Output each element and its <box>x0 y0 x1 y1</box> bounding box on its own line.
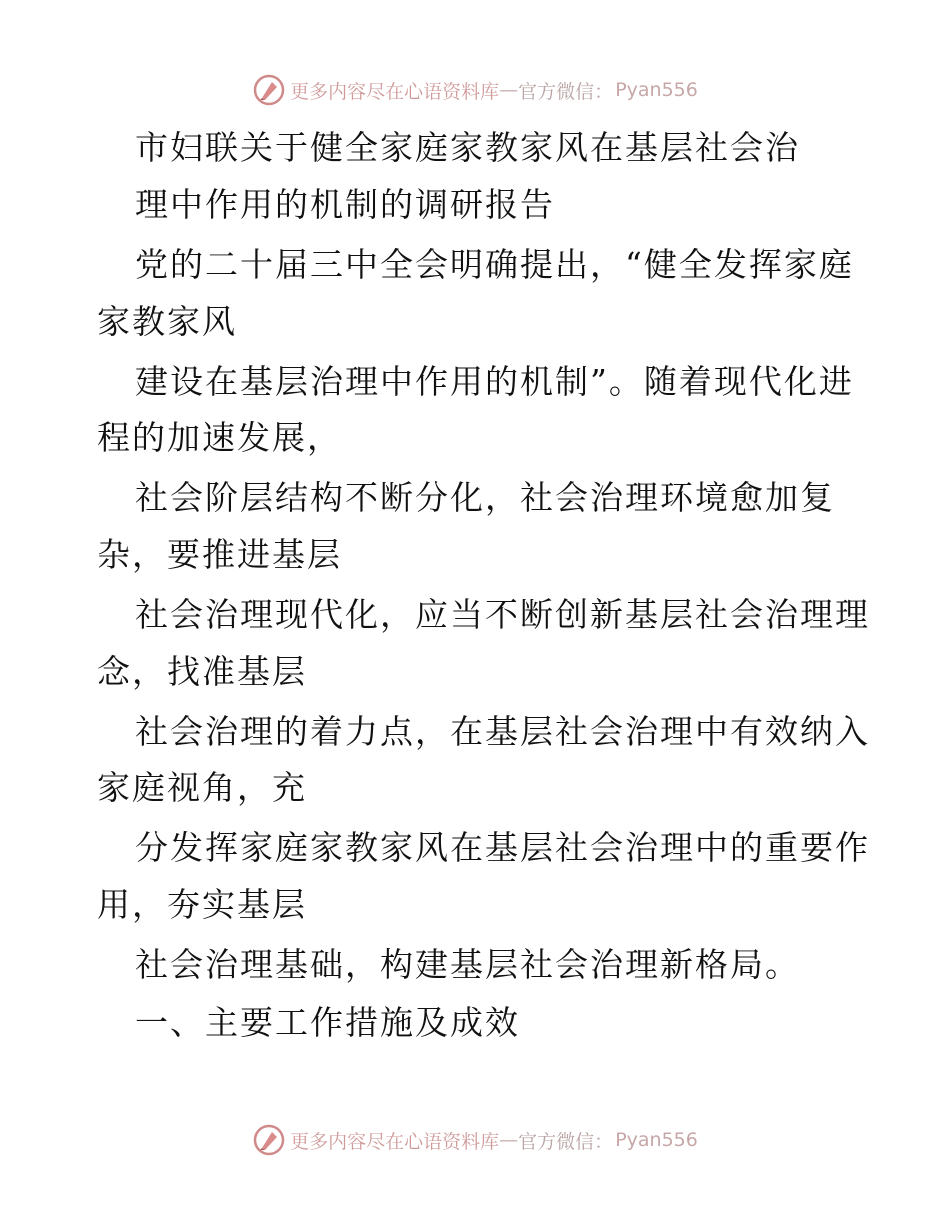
paragraph-line: 家庭视角，充 <box>97 768 307 807</box>
paragraph-line: 念，找准基层 <box>97 652 307 691</box>
paragraph-line: 建设在基层治理中作用的机制”。随着现代化进 <box>135 362 854 401</box>
paragraph-line: 社会治理的着力点，在基层社会治理中有效纳入 <box>135 712 870 751</box>
paragraph-line: 杂，要推进基层 <box>97 535 342 574</box>
paragraph-line: 党的二十届三中全会明确提出，“健全发挥家庭 <box>135 245 854 284</box>
watermark-brand: 更多内容尽在心语资料库 <box>290 80 500 103</box>
paragraph-line: 社会治理现代化，应当不断创新基层社会治理理 <box>135 595 870 634</box>
watermark-separator: — <box>499 79 519 101</box>
watermark-banner-top <box>0 70 950 110</box>
document-title-line-1: 市妇联关于健全家庭家教家风在基层社会治 <box>135 128 800 167</box>
watermark-wechat-label: 官方微信： <box>518 1130 614 1153</box>
watermark-brand: 更多内容尽在心语资料库 <box>290 1130 500 1153</box>
watermark-wechat-label: 官方微信： <box>518 80 614 103</box>
watermark-wechat-id: Pyan556 <box>615 79 698 101</box>
section-heading: 一、主要工作措施及成效 <box>135 1003 520 1042</box>
paragraph-line: 家教家风 <box>97 302 237 341</box>
watermark-separator: — <box>499 1129 519 1151</box>
paragraph-line: 社会阶层结构不断分化，社会治理环境愈加复 <box>135 478 835 517</box>
paragraph-line: 分发挥家庭家教家风在基层社会治理中的重要作 <box>135 828 870 867</box>
paragraph-line: 用，夯实基层 <box>97 885 307 924</box>
paragraph-line: 程的加速发展， <box>97 418 342 457</box>
document-title-line-2: 理中作用的机制的调研报告 <box>135 185 555 224</box>
watermark-banner-bottom <box>0 1120 950 1160</box>
pen-nib-logo-icon <box>252 1123 286 1157</box>
paragraph-line: 社会治理基础，构建基层社会治理新格局。 <box>135 945 800 984</box>
watermark-wechat-id: Pyan556 <box>615 1129 698 1151</box>
pen-nib-logo-icon <box>252 73 286 107</box>
